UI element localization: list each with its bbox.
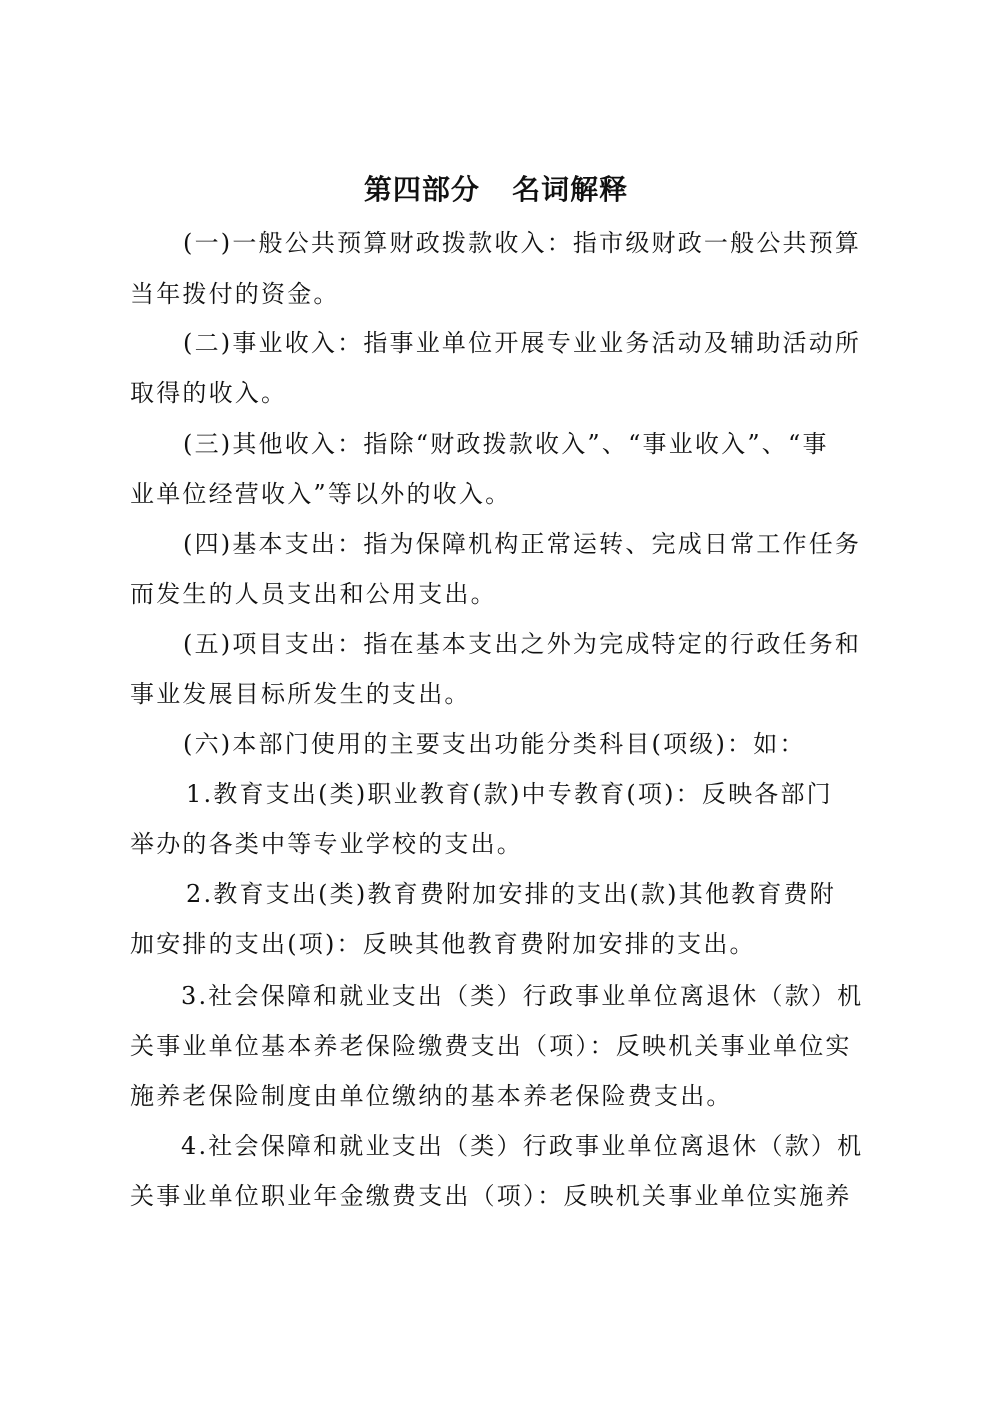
paragraph-line: 施养老保险制度由单位缴纳的基本养老保险费支出。 — [130, 1082, 733, 1110]
paragraph-line: 2.教育支出(类)教育费附加安排的支出(款)其他教育费附 — [186, 880, 836, 908]
paragraph-line: 1.教育支出(类)职业教育(款)中专教育(项)：反映各部门 — [186, 780, 833, 808]
paragraph-line: 举办的各类中等专业学校的支出。 — [130, 830, 523, 858]
paragraph-line: 事业发展目标所发生的支出。 — [130, 680, 471, 708]
paragraph-line: 关事业单位基本养老保险缴费支出（项）：反映机关事业单位实 — [130, 1032, 852, 1060]
paragraph-line: 4.社会保障和就业支出（类）行政事业单位离退休（款）机 — [181, 1132, 864, 1160]
paragraph-line: 业单位经营收入”等以外的收入。 — [130, 480, 512, 508]
paragraph-line: 关事业单位职业年金缴费支出（项）：反映机关事业单位实施养 — [130, 1182, 852, 1210]
paragraph-line: (六)本部门使用的主要支出功能分类科目(项级)：如： — [183, 730, 806, 758]
paragraph-line: (一)一般公共预算财政拨款收入：指市级财政一般公共预算 — [183, 229, 862, 257]
paragraph-line: (五)项目支出：指在基本支出之外为完成特定的行政任务和 — [183, 630, 862, 658]
paragraph-line: 取得的收入。 — [130, 379, 288, 407]
paragraph-line: (二)事业收入：指事业单位开展专业业务活动及辅助活动所 — [183, 329, 862, 357]
paragraph-line: 3.社会保障和就业支出（类）行政事业单位离退休（款）机 — [181, 982, 864, 1010]
paragraph-line: 加安排的支出(项)：反映其他教育费附加安排的支出。 — [130, 930, 756, 958]
paragraph-line: 当年拨付的资金。 — [130, 280, 340, 308]
paragraph-line: (四)基本支出：指为保障机构正常运转、完成日常工作任务 — [183, 530, 862, 558]
paragraph-line: 而发生的人员支出和公用支出。 — [130, 580, 497, 608]
page-title: 第四部分 名词解释 — [363, 173, 629, 206]
paragraph-line: (三)其他收入：指除“财政拨款收入”、“事业收入”、“事 — [183, 430, 829, 458]
